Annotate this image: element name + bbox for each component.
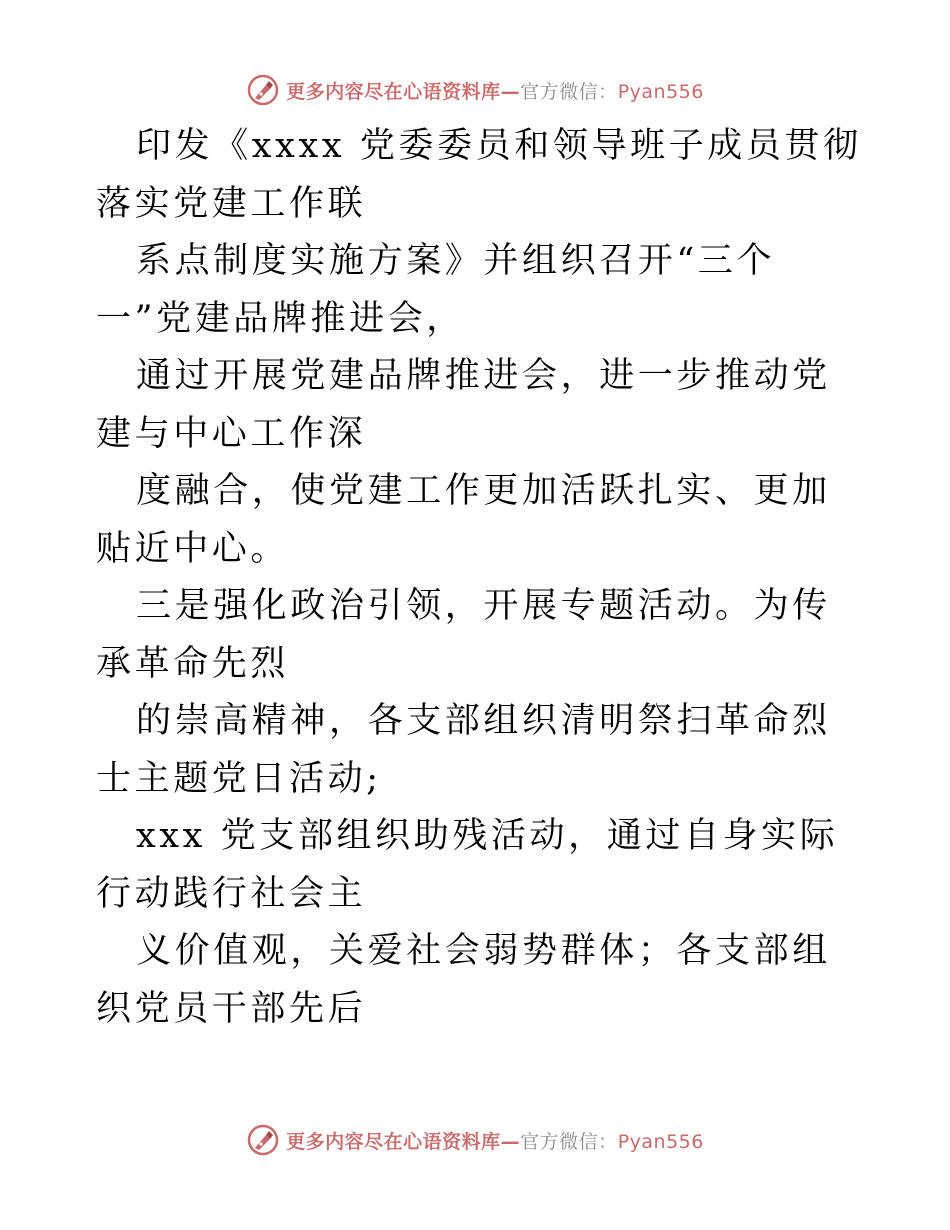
watermark-brand: 更多内容尽在心语资料库	[286, 1130, 501, 1153]
watermark-text	[286, 1127, 704, 1154]
pen-nib-logo-icon	[246, 1123, 280, 1157]
paragraph: 的崇高精神，各支部组织清明祭扫革命烈士主题党日活动;	[96, 701, 831, 799]
watermark-brand: 更多内容尽在心语资料库	[286, 80, 501, 103]
watermark-code: Pyan556	[617, 80, 704, 103]
paragraph: 义价值观，关爱社会弱势群体；各支部组织党员干部先后	[96, 931, 831, 1029]
watermark-dash: —	[500, 80, 521, 103]
paragraph: 三是强化政治引领，开展专题活动。为传承革命先烈	[96, 586, 831, 684]
header-watermark	[0, 70, 950, 110]
paragraph: 系点制度实施方案》并组织召开“三个一”党建品牌推进会，	[96, 241, 776, 339]
paragraph: xxx 党支部组织助残活动，通过自身实际行动践行社会主	[96, 816, 839, 914]
paragraph: 通过开展党建品牌推进会，进一步推动党建与中心工作深	[96, 356, 831, 454]
paragraph: 度融合，使党建工作更加活跃扎实、更加贴近中心。	[96, 471, 831, 569]
paragraph: 印发《xxxx 党委委员和领导班子成员贯彻落实党建工作联	[96, 126, 862, 224]
watermark-text	[286, 77, 704, 104]
document-body	[96, 118, 866, 1038]
watermark-dash: —	[500, 1130, 521, 1153]
watermark-code: Pyan556	[617, 1130, 704, 1153]
footer-watermark	[0, 1120, 950, 1160]
watermark-official: 官方微信：	[520, 80, 618, 103]
pen-nib-logo-icon	[246, 73, 280, 107]
watermark-official: 官方微信：	[520, 1130, 618, 1153]
